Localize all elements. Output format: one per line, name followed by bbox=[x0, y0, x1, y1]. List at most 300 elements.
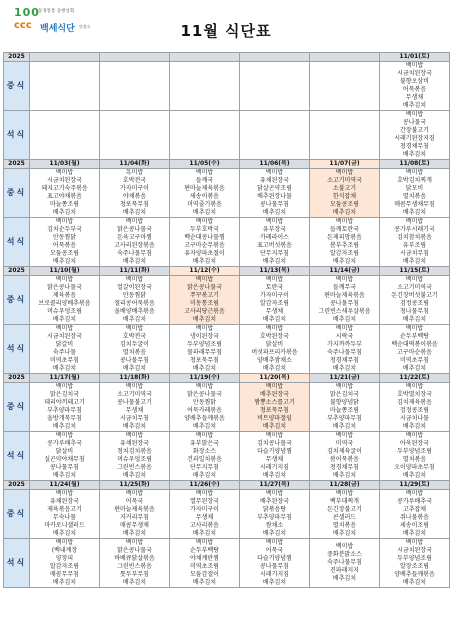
meal-item: 양배추들깨볶음 bbox=[394, 571, 435, 578]
date-cell: 11/21(금) bbox=[310, 374, 380, 383]
meal-item: 미역국 bbox=[335, 440, 354, 447]
meal-item-list bbox=[310, 218, 379, 266]
meal-cell bbox=[100, 218, 170, 267]
meal-item: 매콤무무침 bbox=[50, 571, 79, 578]
meal-cell bbox=[240, 325, 310, 374]
meal-item: 배추김치 bbox=[402, 423, 427, 430]
meal-item: 실곤약야채무침 bbox=[44, 456, 85, 463]
date-cell: 11/18(화) bbox=[100, 374, 170, 383]
date-cell: 11/22(토) bbox=[380, 374, 450, 383]
empty-cell bbox=[30, 62, 100, 111]
meal-item: 절리콩어묵볶음 bbox=[114, 300, 155, 307]
meal-cell bbox=[30, 490, 100, 539]
date-cell: 11/17(월) bbox=[30, 374, 100, 383]
meal-item-list bbox=[30, 539, 99, 587]
meal-item: 배추김치 bbox=[122, 530, 147, 537]
meal-cell bbox=[30, 325, 100, 374]
meal-item: 버섯파프리카볶음 bbox=[251, 349, 298, 356]
meal-item: 표고버섯볶음 bbox=[257, 242, 292, 249]
meal-item-list bbox=[240, 169, 309, 217]
meal-item: 맑은콩나물국 bbox=[117, 226, 152, 233]
meal-item-list bbox=[170, 490, 239, 538]
meal-item: 고추잡채 bbox=[402, 506, 427, 513]
meal-cell bbox=[380, 111, 450, 160]
meal-item: 백미밥 bbox=[265, 432, 284, 439]
meal-item: 백순대콩나물찜 bbox=[184, 234, 225, 241]
meal-item: 돈육고구마찜 bbox=[117, 234, 152, 241]
meal-item: 백미밥 bbox=[195, 218, 214, 225]
lunch-label: 중식 bbox=[4, 169, 30, 218]
date-row bbox=[4, 53, 450, 62]
meal-item: 백미밥 bbox=[335, 218, 354, 225]
meal-item: 배추김치 bbox=[332, 209, 357, 216]
empty-cell bbox=[100, 62, 170, 111]
meal-item: 배추김치 bbox=[262, 579, 287, 586]
meal-cell bbox=[240, 276, 310, 325]
meal-cell bbox=[30, 539, 100, 588]
meal-item: 검정콩조림 bbox=[400, 300, 429, 307]
meal-item-list bbox=[240, 276, 309, 324]
meal-item: 안동찜닭 bbox=[192, 399, 217, 406]
meal-item: 들깨무국 bbox=[332, 284, 357, 291]
meal-item-list bbox=[240, 383, 309, 431]
meal-cell bbox=[30, 276, 100, 325]
meal-item: 백미밥 bbox=[195, 539, 214, 546]
meal-item: 불향양념닭 bbox=[330, 399, 359, 406]
meal-cell bbox=[30, 169, 100, 218]
dinner-row bbox=[4, 432, 450, 481]
meal-item-list bbox=[310, 432, 379, 480]
meal-item-list bbox=[240, 490, 309, 538]
meal-item: 백미밥 bbox=[55, 539, 74, 546]
meal-item: 배추김치 bbox=[332, 575, 357, 582]
meal-item-list bbox=[100, 490, 169, 538]
meal-item: 미역초무침 bbox=[400, 357, 429, 364]
date-cell: 11/27(목) bbox=[240, 481, 310, 490]
meal-cell bbox=[380, 383, 450, 432]
meal-item: 브로콜리양배추볶음 bbox=[38, 300, 91, 307]
meal-item: 카레라이스 bbox=[260, 234, 289, 241]
meal-item: 무숙나물 bbox=[52, 514, 77, 521]
meal-item: 백미밥 bbox=[265, 325, 284, 332]
meal-item: 부추양파무침 bbox=[257, 514, 292, 521]
meal-item: 머슈우엉조림 bbox=[47, 308, 82, 315]
date-cell: 11/24(월) bbox=[30, 481, 100, 490]
meal-item: 백미밥 bbox=[405, 432, 424, 439]
date-cell: 11/19(수) bbox=[170, 374, 240, 383]
meal-item: 멸치볶음 bbox=[332, 522, 357, 529]
meal-item: 멸치볶음 bbox=[402, 193, 427, 200]
meal-item: 시금치된장국 bbox=[397, 547, 432, 554]
meal-item: 무생채 bbox=[265, 456, 284, 463]
meal-item-list bbox=[310, 543, 379, 583]
meal-item: 배추김치 bbox=[52, 209, 77, 216]
meal-item: 두부양념조림 bbox=[397, 555, 432, 562]
meal-item: 고구마순볶음 bbox=[397, 349, 432, 356]
meal-item: 백미밥 bbox=[55, 218, 74, 225]
dinner-row bbox=[4, 539, 450, 588]
meal-item: 배추김치 bbox=[262, 472, 287, 479]
meal-item-list bbox=[170, 383, 239, 431]
meal-item: 중화분맑소스 bbox=[327, 551, 362, 558]
meal-item: 백미밥 bbox=[125, 539, 144, 546]
meal-item: 김치두굴이 bbox=[120, 341, 149, 348]
year-cell: 2025 bbox=[4, 267, 30, 276]
meal-item: 호박김치찌개 bbox=[397, 177, 432, 184]
meal-item: 청포묵무침 bbox=[190, 357, 219, 364]
meal-item: 시금치무침 bbox=[120, 415, 149, 422]
meal-item: 미역초조림 bbox=[190, 563, 219, 570]
meal-item-list bbox=[30, 432, 99, 480]
meal-item: 배추김치 bbox=[122, 365, 147, 372]
meal-item: 단무지무침 bbox=[190, 464, 219, 471]
meal-item: 닭볶음탕 bbox=[262, 506, 287, 513]
meal-item: 숙주나물무침 bbox=[327, 559, 362, 566]
meal-item: 배추김치 bbox=[402, 209, 427, 216]
meal-item: 멸치볶음 bbox=[402, 456, 427, 463]
meal-item: 백미밥 bbox=[265, 490, 284, 497]
meal-item: 냉이된장국 bbox=[190, 333, 219, 340]
meal-item: 배추김치 bbox=[262, 258, 287, 265]
meal-cell bbox=[170, 490, 240, 539]
meal-item: 양배추들깨볶음 bbox=[184, 415, 225, 422]
meal-item: 배추김치 bbox=[192, 579, 217, 586]
meal-item: 배추김치 bbox=[402, 530, 427, 537]
meal-item: 배추김치 bbox=[192, 316, 217, 323]
meal-item: 물파래무무침 bbox=[187, 349, 222, 356]
meal-cell bbox=[380, 276, 450, 325]
meal-item: 백미밥 bbox=[265, 169, 284, 176]
meal-item: 시락국 bbox=[335, 333, 354, 340]
date-cell: 11/29(토) bbox=[380, 481, 450, 490]
meal-item-list bbox=[240, 539, 309, 587]
meal-item-list bbox=[100, 383, 169, 431]
meal-cell bbox=[30, 383, 100, 432]
meal-cell bbox=[100, 325, 170, 374]
year-cell: 2025 bbox=[4, 481, 30, 490]
meal-item: 모둠콩조림 bbox=[50, 250, 79, 257]
date-cell: 11/14(금) bbox=[310, 267, 380, 276]
meal-item: 가지까까두부 bbox=[327, 341, 362, 348]
meal-cell bbox=[240, 432, 310, 481]
meal-item: 배추김치 bbox=[122, 579, 147, 586]
meal-cell bbox=[30, 218, 100, 267]
meal-item: 가자미구이 bbox=[120, 185, 149, 192]
meal-item: 마카로니샐러드 bbox=[44, 522, 85, 529]
meal-item-list bbox=[170, 325, 239, 373]
logo-badge: ccc bbox=[14, 20, 32, 31]
meal-item: 맑은김치국 bbox=[50, 391, 79, 398]
meal-item: 백미밥 bbox=[125, 490, 144, 497]
meal-item-list bbox=[240, 218, 309, 266]
meal-item-list bbox=[240, 325, 309, 373]
meal-item: 오이양파초무침 bbox=[394, 464, 435, 471]
meal-item: 마늘쫑조림 bbox=[50, 201, 79, 208]
meal-item-list bbox=[310, 169, 379, 217]
date-cell bbox=[170, 53, 240, 62]
meal-item: 야채볶음 bbox=[122, 193, 147, 200]
page-header bbox=[0, 0, 452, 52]
meal-item: 마늘쫑조림 bbox=[330, 407, 359, 414]
meal-item: 알감자조림 bbox=[330, 250, 359, 257]
meal-item: 배추김치 bbox=[332, 365, 357, 372]
meal-item: 배추김치 bbox=[262, 365, 287, 372]
meal-item: 배추김치 bbox=[122, 209, 147, 216]
meal-item: 배추김치 bbox=[122, 423, 147, 430]
meal-item: 백미밥 bbox=[265, 539, 284, 546]
empty-cell bbox=[170, 62, 240, 111]
meal-item: 청포묵무침 bbox=[120, 201, 149, 208]
meal-item: 모둠감절이 bbox=[190, 571, 219, 578]
meal-item: 백미밥 bbox=[55, 325, 74, 332]
meal-item: (백내계장 bbox=[51, 547, 78, 554]
meal-item: 검정콩조림 bbox=[400, 407, 429, 414]
lunch-row bbox=[4, 169, 450, 218]
meal-item: 그린빈스새우살볶음 bbox=[318, 308, 371, 315]
meal-item: 머슈우엉조림 bbox=[117, 456, 152, 463]
meal-item: 콩나물무침 bbox=[330, 300, 359, 307]
dinner-row bbox=[4, 111, 450, 160]
meal-item: 어묵카레볶음 bbox=[187, 407, 222, 414]
meal-item-list bbox=[30, 276, 99, 324]
meal-item: 돈긴장버섯불고기 bbox=[391, 292, 438, 299]
meal-item: 어묵국 bbox=[125, 498, 144, 505]
meal-cell bbox=[170, 432, 240, 481]
meal-item: 콩가루시래기국 bbox=[394, 226, 435, 233]
meal-item: 들깨국 bbox=[195, 177, 214, 184]
meal-item-list bbox=[310, 383, 379, 431]
meal-item: 멸치볶음 bbox=[122, 349, 147, 356]
meal-item: 백순대떡볶이볶음 bbox=[391, 341, 438, 348]
date-row bbox=[4, 481, 450, 490]
meal-item: 백미밥 bbox=[195, 383, 214, 390]
meal-item: 콩가루배추국 bbox=[397, 498, 432, 505]
meal-item: 시래기된장지짐 bbox=[394, 135, 435, 142]
meal-cell bbox=[380, 325, 450, 374]
dinner-label: 석식 bbox=[4, 218, 30, 267]
meal-item: 호박멸치장국 bbox=[397, 391, 432, 398]
meal-item: 숙주나물 bbox=[52, 349, 77, 356]
meal-item: 시금치무침 bbox=[400, 250, 429, 257]
meal-cell bbox=[380, 432, 450, 481]
meal-item: 간장불고기 bbox=[400, 127, 429, 134]
date-cell: 11/10(월) bbox=[30, 267, 100, 276]
meal-item-list bbox=[170, 169, 239, 217]
meal-item: 배추김치 bbox=[192, 472, 217, 479]
meal-item: 편마늘제육볶음 bbox=[184, 185, 225, 192]
meal-item: 다슬기양념찜 bbox=[257, 448, 292, 455]
meal-item: 배추김치 bbox=[52, 316, 77, 323]
meal-item: 숙주나물무침 bbox=[327, 349, 362, 356]
meal-item: 편마늘제육볶음 bbox=[114, 506, 155, 513]
lunch-label: 중식 bbox=[4, 490, 30, 539]
date-cell: 11/20(목) bbox=[240, 374, 310, 383]
meal-item: 배추김치 bbox=[332, 258, 357, 265]
lunch-row bbox=[4, 383, 450, 432]
meal-item: 청포묵무침 bbox=[260, 407, 289, 414]
meal-item: 유채된장국 bbox=[260, 177, 289, 184]
date-cell bbox=[240, 53, 310, 62]
meal-cell bbox=[100, 432, 170, 481]
meal-item: 배추김치 bbox=[52, 472, 77, 479]
meal-item: 제육볶음 bbox=[52, 292, 77, 299]
empty-cell bbox=[310, 62, 380, 111]
meal-item: 소고기미역국 bbox=[327, 177, 362, 184]
meal-item: 콩나물불고기 bbox=[117, 399, 152, 406]
meal-item: 백미밥 bbox=[335, 490, 354, 497]
meal-item-list bbox=[100, 169, 169, 217]
lunch-label: 중식 bbox=[4, 62, 30, 111]
empty-cell bbox=[170, 111, 240, 160]
meal-item: 토란국 bbox=[265, 284, 284, 291]
meal-item: 콩가루배추국 bbox=[47, 440, 82, 447]
meal-item-list bbox=[170, 432, 239, 480]
lunch-row bbox=[4, 62, 450, 111]
meal-item: 고사리볶음 bbox=[190, 522, 219, 529]
meal-item: 시금치된장국 bbox=[47, 333, 82, 340]
dinner-label: 석식 bbox=[4, 432, 30, 481]
meal-item: 호박전국 bbox=[122, 177, 147, 184]
meal-item-list bbox=[100, 432, 169, 480]
meal-cell bbox=[170, 169, 240, 218]
meal-cell bbox=[310, 432, 380, 481]
meal-item: 콘샐러드 bbox=[332, 514, 357, 521]
meal-item: 백미밥 bbox=[405, 276, 424, 283]
meal-item: 안동찜닭 bbox=[52, 234, 77, 241]
meal-item: 데리야끼돼고기 bbox=[44, 399, 85, 406]
meal-item: 배추김치 bbox=[52, 579, 77, 586]
meal-item: 고사리당근볶음 bbox=[184, 308, 225, 315]
dinner-label: 석식 bbox=[4, 325, 30, 374]
meal-item: 두부양념조림 bbox=[397, 448, 432, 455]
meal-cell bbox=[170, 276, 240, 325]
meal-item: 백부대찌개 bbox=[330, 498, 359, 505]
meal-item: 청경채무침 bbox=[330, 464, 359, 471]
meal-item: 배추된장국 bbox=[260, 498, 289, 505]
meal-item: 유채된장국 bbox=[50, 498, 79, 505]
meal-item: 무생채 bbox=[265, 308, 284, 315]
page-title: 11월 식단표 bbox=[180, 22, 272, 40]
meal-item: 백미밥 bbox=[405, 62, 424, 69]
meal-item: 호박된장국 bbox=[260, 333, 289, 340]
meal-item: 백미밥 bbox=[405, 539, 424, 546]
meal-item: 무생채 bbox=[405, 94, 424, 101]
meal-cell bbox=[170, 383, 240, 432]
meal-item: 콩나물국 bbox=[402, 119, 427, 126]
empty-cell bbox=[310, 111, 380, 160]
date-cell: 11/03(월) bbox=[30, 160, 100, 169]
meal-item: 백미밥 bbox=[55, 276, 74, 283]
meal-item: 돈제피망볶음 bbox=[327, 234, 362, 241]
meal-item: 배추김치 bbox=[52, 423, 77, 430]
meal-item: 양장피 bbox=[55, 555, 74, 562]
meal-item: 양배추쌈채소 bbox=[257, 357, 292, 364]
meal-item-list bbox=[380, 539, 449, 587]
meal-item: 시금치된장국 bbox=[397, 70, 432, 77]
meal-item-list bbox=[310, 490, 379, 538]
meal-item: 유부맑은국 bbox=[190, 440, 219, 447]
meal-item: 닭살곤약조림 bbox=[257, 185, 292, 192]
meal-item: 배추김치 bbox=[122, 472, 147, 479]
logo-sub: 맞춤소 bbox=[79, 24, 91, 29]
date-cell: 11/15(토) bbox=[380, 267, 450, 276]
meal-item: 유채된장국 bbox=[120, 440, 149, 447]
meal-item: 배추김치 bbox=[192, 258, 217, 265]
meal-cell bbox=[310, 169, 380, 218]
meal-item: 들깨토란국 bbox=[330, 226, 359, 233]
meal-item: 시금치된장국 bbox=[47, 177, 82, 184]
lunch-label: 중식 bbox=[4, 276, 30, 325]
meal-item: 콩나물무침 bbox=[260, 563, 289, 570]
meal-item: 배추된장나물 bbox=[257, 193, 292, 200]
meal-cell bbox=[100, 383, 170, 432]
meal-item: 비트양파절임 bbox=[257, 415, 292, 422]
meal-item: 백미밥 bbox=[335, 276, 354, 283]
meal-item: 돈긴장불고기 bbox=[327, 506, 362, 513]
meal-item: 배추김치 bbox=[402, 579, 427, 586]
date-cell: 11/26(수) bbox=[170, 481, 240, 490]
date-cell: 11/12(수) bbox=[170, 267, 240, 276]
meal-item: 백미밥 bbox=[335, 169, 354, 176]
meal-item: 숙주나물무침 bbox=[117, 250, 152, 257]
meal-item: 부추양파무침 bbox=[47, 407, 82, 414]
meal-item: 제육볶음고기 bbox=[47, 506, 82, 513]
meal-item-list bbox=[310, 276, 379, 324]
meal-item: 소불고기 bbox=[332, 185, 357, 192]
meal-item: 아욱된장국 bbox=[400, 440, 429, 447]
meal-cell bbox=[100, 276, 170, 325]
meal-item-list bbox=[380, 490, 449, 538]
meal-item: 화장소스 bbox=[192, 448, 217, 455]
meal-item-list bbox=[30, 169, 99, 217]
meal-item: 배추김치 bbox=[192, 423, 217, 430]
meal-item: 맑은김치국 bbox=[330, 391, 359, 398]
meal-item: 그린빈스볶음 bbox=[117, 464, 152, 471]
meal-item-list bbox=[380, 62, 449, 110]
meal-item: 배추김치 bbox=[402, 258, 427, 265]
meal-item: 백미밥 bbox=[125, 432, 144, 439]
meal-cell bbox=[240, 169, 310, 218]
meal-cell bbox=[310, 383, 380, 432]
logo-number: 100 bbox=[14, 6, 40, 19]
meal-item: 불향오삼비 bbox=[400, 78, 429, 85]
meal-item: 백미밥 bbox=[405, 383, 424, 390]
meal-item: 어묵국 bbox=[265, 547, 284, 554]
date-cell: 11/01(토) bbox=[380, 53, 450, 62]
meal-item: 청치김치볶음 bbox=[117, 448, 152, 455]
meal-item-list bbox=[100, 539, 169, 587]
meal-item: 백미밥 bbox=[125, 276, 144, 283]
meal-item: 백미밥 bbox=[55, 169, 74, 176]
meal-cell bbox=[240, 383, 310, 432]
meal-cell bbox=[170, 325, 240, 374]
meal-item: 김치제육굴이 bbox=[327, 448, 362, 455]
meal-item: 톳두부무침 bbox=[120, 571, 149, 578]
meal-cell bbox=[30, 432, 100, 481]
meal-item: 건과일치볶음 bbox=[187, 456, 222, 463]
meal-item: 배추김치 bbox=[332, 530, 357, 537]
meal-cell bbox=[310, 490, 380, 539]
meal-item: 백미밥 bbox=[405, 169, 424, 176]
meal-item: 고구마순무볶음 bbox=[184, 242, 225, 249]
meal-item: 맑은콩나물국 bbox=[117, 547, 152, 554]
meal-item: 부추양파무침 bbox=[327, 415, 362, 422]
meal-item: 새송이볶음 bbox=[190, 193, 219, 200]
meal-item: 두부호박국 bbox=[190, 226, 219, 233]
meal-item: 시래기지짐 bbox=[260, 464, 289, 471]
date-cell: 11/06(목) bbox=[240, 160, 310, 169]
meal-item: 알감자조림 bbox=[50, 563, 79, 570]
